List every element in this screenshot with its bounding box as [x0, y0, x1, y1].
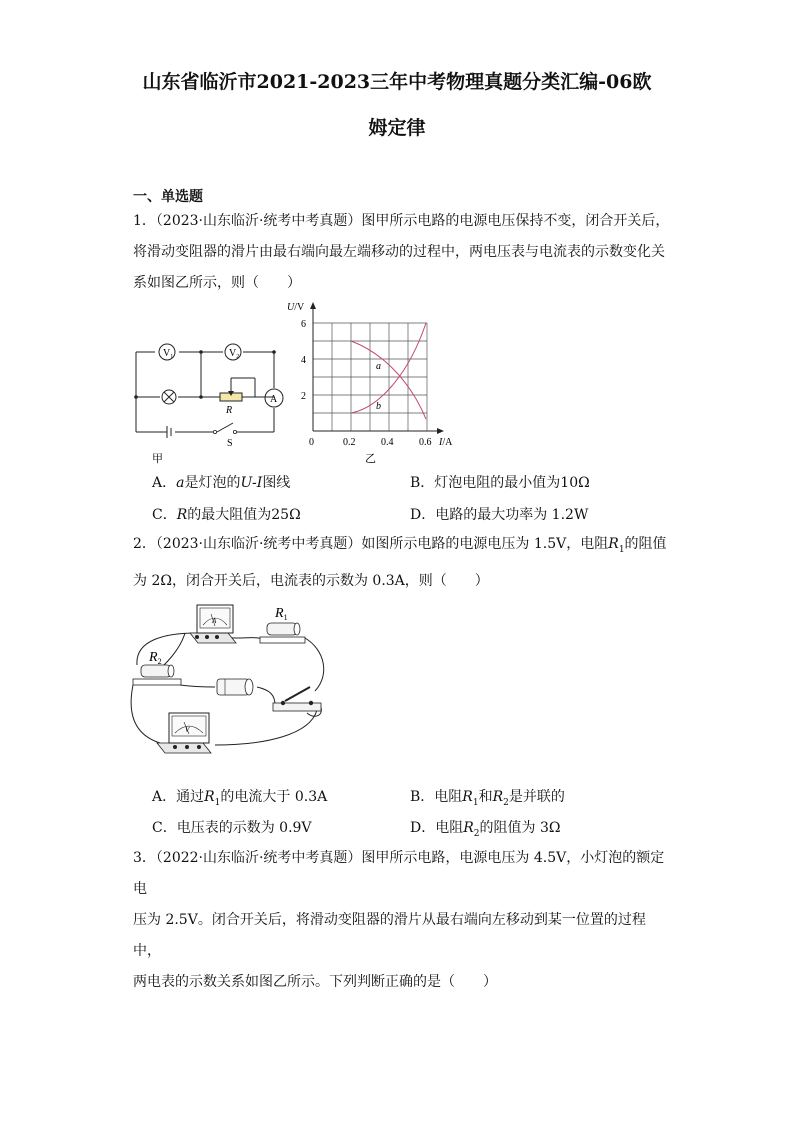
v2-meter-label: $V_2$	[229, 348, 240, 360]
q3-line3: 两电表的示数关系如图乙所示。下列判断正确的是（ ）	[133, 974, 497, 990]
q1-option-c[interactable]: C．R的最大阻值为25Ω	[152, 507, 301, 523]
svg-text:A: A	[212, 617, 217, 625]
x-axis-label: I/A	[439, 437, 453, 448]
v1-meter-label: $V_1$	[163, 348, 174, 360]
rheostat-label: R	[226, 405, 233, 416]
r2-label: $R_2$	[149, 650, 162, 666]
resistor-r2-icon	[133, 665, 181, 685]
x-tick-0.6: 0.6	[419, 437, 432, 448]
curve-a-label: a	[376, 361, 381, 372]
q2-option-d[interactable]: D．电阻$R_2$的阻值为 3Ω	[410, 820, 561, 839]
ammeter-icon	[190, 605, 236, 643]
q2-stem	[133, 529, 673, 597]
q1-option-b[interactable]: B．灯泡电阻的最小值为10Ω	[410, 475, 590, 491]
q1-line2: 将滑动变阻器的滑片由最右端向最左端移动的过程中，两电压表与电流表的示数变化关	[133, 244, 665, 260]
resistor-r1-icon	[260, 623, 305, 643]
q1-line3: 系如图乙所示，则（ ）	[133, 275, 301, 291]
y-tick-6: 6	[301, 319, 306, 330]
doc-title-line2: 姆定律	[368, 117, 426, 139]
svg-text:V: V	[185, 726, 190, 734]
switch-icon	[273, 687, 321, 711]
q1-ui-graph	[283, 296, 463, 466]
x-tick-0.4: 0.4	[381, 437, 394, 448]
figure-yi-label: 乙	[365, 453, 376, 465]
battery-icon	[217, 679, 253, 695]
x-tick-0.2: 0.2	[343, 437, 356, 448]
q2-line1: 2．（2023·山东临沂·统考中考真题）如图所示电路的电源电压为 1.5V，电阻$R_1$的阻值	[133, 536, 667, 555]
q1-option-a[interactable]: A．a是灯泡的U-I图线	[152, 475, 291, 491]
section-heading: 一、单选题	[133, 189, 203, 205]
ammeter-label: A	[270, 394, 278, 405]
y-axis-label: U/V	[287, 302, 305, 313]
curve-b-line	[351, 323, 426, 413]
y-tick-4: 4	[301, 355, 306, 366]
r1-label: $R_1$	[275, 606, 288, 622]
q3-line2: 压为 2.5V。闭合开关后，将滑动变阻器的滑片从最右端向左移动到某一位置的过程中，	[133, 912, 646, 959]
q2-option-c[interactable]: C．电压表的示数为 0.9V	[152, 820, 312, 836]
q1-line1: 1．（2023·山东临沂·统考中考真题）图甲所示电路的电源电压保持不变，闭合开关后，	[133, 213, 670, 229]
q2-option-a[interactable]: A．通过$R_1$的电流大于 0.3A	[152, 789, 328, 808]
switch-label: S	[227, 438, 233, 449]
q2-option-b[interactable]: B．电阻$R_1$和$R_2$是并联的	[410, 789, 565, 808]
voltmeter-icon	[157, 713, 211, 753]
curve-b-label: b	[376, 401, 381, 412]
q1-stem	[133, 206, 673, 299]
q1-option-d[interactable]: D．电路的最大功率为 1.2W	[410, 507, 589, 523]
q1-circuit-diagram	[125, 335, 290, 465]
q2-circuit-figure	[125, 595, 340, 760]
y-tick-2: 2	[301, 391, 306, 402]
figure-jia-label: 甲	[152, 453, 163, 465]
curve-a-line	[351, 341, 426, 419]
q2-line2: 为 2Ω，闭合开关后，电流表的示数为 0.3A，则（ ）	[133, 572, 489, 589]
q3-stem	[133, 843, 673, 998]
q3-line1: 3．（2022·山东临沂·统考中考真题）图甲所示电路，电源电压为 4.5V，小灯泡的额定电	[133, 850, 665, 897]
doc-title-line1: 山东省临沂市2021-2023三年中考物理真题分类汇编-06欧	[142, 71, 652, 93]
x-tick-0: 0	[309, 437, 314, 448]
